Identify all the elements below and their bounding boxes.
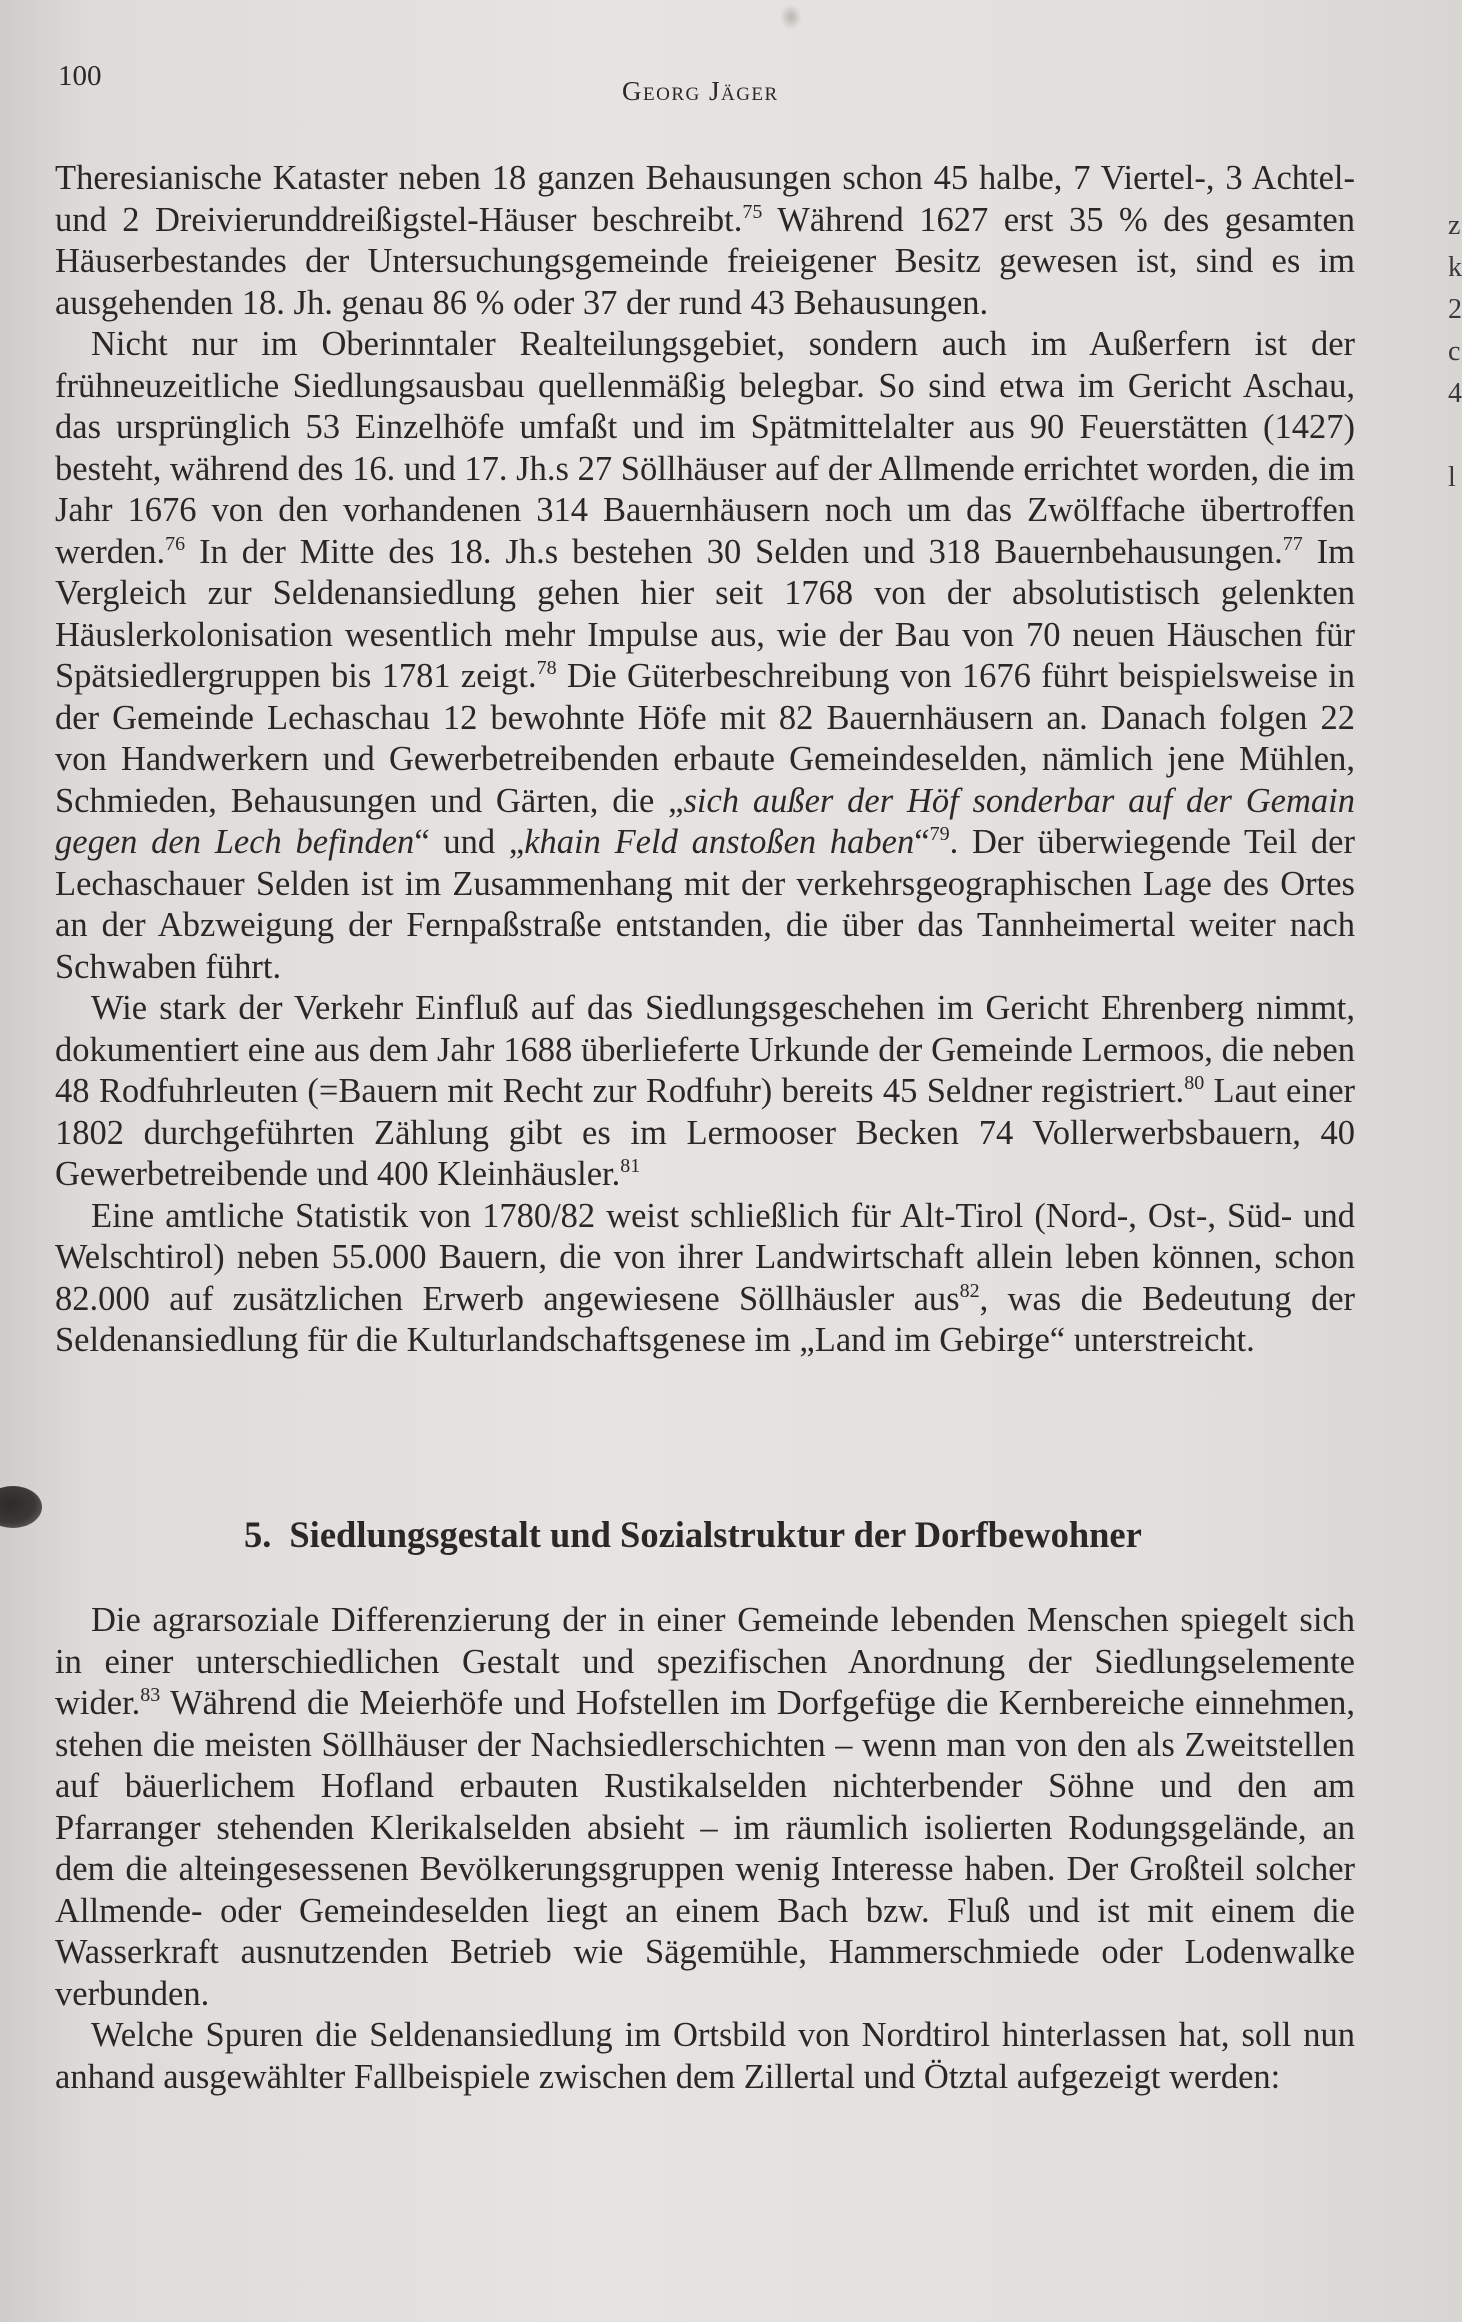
- margin-mark: [1448, 420, 1462, 462]
- footnote-ref: 83: [140, 1684, 161, 1706]
- margin-mark: 4: [1448, 378, 1462, 409]
- paragraph: Nicht nur im Oberinntaler Realteilungsgebiet, sondern auch im Außerfern ist der frühneuzeitliche Siedlungsausbau quellenmäßig belegbar. So sind etwa im Gericht Aschau, das ursprünglich 53 Einzelhöfe umfaßt und im Spätmittelalter aus 90 Feuerstätten (1427) besteht, während des 16. und 17. Jh.s 27 Söllhäuser auf der Allmende errichtet worden, die im Jahr 1676 von den vorhandenen 314 Bauernhäusern noch um das Zwölffache übertroffen werden.$^{76}$ In der Mitte des 18. Jh.s bestehen 30 Selden und 318 Bauernbehausungen.$^{77}$ Im Vergleich zur Seldenansiedlung gehen hier seit 1768 von der absolutistisch gelenkten Häuslerkolonisation wesentlich mehr Impulse aus, wie der Bau von 70 neuen Häuschen für Spätsiedlergruppen bis 1781 zeigt.$^{78}$ Die Güterbeschreibung von 1676 führt beispielsweise in der Gemeinde Lechaschau 12 bewohnte Höfe mit 82 Bauernhäusern an. Danach folgen 22 von Handwerkern und Gewerbetreibenden erbaute Gemeindeselden, nämlich jene Mühlen, Schmieden, Behausungen und Gärten, die „sich außer der Höf sonderbar auf der Gemain gegen den Lech befinden“ und „khain Feld anstoßen haben“$^{79}$. Der überwiegende Teil der Lechaschauer Selden ist im Zusammenhang mit der verkehrsgeographischen Lage des Ortes an der Abzweigung der Fernpaßstraße entstanden, die über das Tannheimertal weiter nach Schwaben führt.: [55, 325, 1355, 986]
- running-head: Georg Jäger: [622, 76, 779, 106]
- footnote-ref: 81: [620, 1155, 641, 1177]
- paragraph: Welche Spuren die Seldenansiedlung im Ortsbild von Nordtirol hinterlassen hat, soll nun anhand ausgewählter Fallbeispiele zwischen dem Zillertal und Ötztal aufgezeigt werden:: [55, 2016, 1355, 2096]
- paragraph: Eine amtliche Statistik von 1780/82 weist schließlich für Alt-Tirol (Nord-, Ost-, Süd- und Welschtirol) neben 55.000 Bauern, die von ihrer Landwirtschaft allein leben können, schon 82.000 auf zusätzlichen Erwerb angewiesene Söllhäusler aus$^{82}$, was die Bedeutung der Seldenansiedlung für die Kulturlandschaftsgenese im „Land im Gebirge“ unterstreicht.: [55, 1196, 1355, 1359]
- paragraph: Wie stark der Verkehr Einfluß auf das Siedlungsgeschehen im Gericht Ehrenberg nimmt, dokumentiert eine aus dem Jahr 1688 überlieferte Urkunde der Gemeinde Lermoos, die neben 48 Rodfuhrleuten (=Bauern mit Recht zur Rodfuhr) bereits 45 Seldner registriert.$^{80}$ Laut einer 1802 durchgeführten Zählung gibt es im Lermooser Becken 74 Vollerwerbsbauern, 40 Gewerbetreibende und 400 Kleinhäusler.$^{81}$: [55, 989, 1356, 1193]
- footnote-ref: 75: [742, 200, 763, 223]
- footnote-ref: 80: [1184, 1072, 1205, 1094]
- footnote-ref: 78: [536, 657, 557, 679]
- footnote-ref: 79: [929, 823, 950, 845]
- quotation: sich außer der Höf sonderbar auf der Gemain gegen den Lech befinden: [55, 781, 1355, 861]
- margin-mark: k: [1448, 252, 1462, 283]
- body-text-upper: [55, 158, 1355, 1362]
- paper-speck: [780, 4, 802, 30]
- margin-mark: 2: [1448, 294, 1462, 325]
- paragraph: Die agrarsoziale Differenzierung der in einer Gemeinde lebenden Menschen spiegelt sich in einer unterschiedlichen Gestalt und spezifischen Anordnung der Siedlungselemente wider.$^{83}$ Während die Meierhöfe und Hofstellen im Dorfgefüge die Kernbereiche einnehmen, stehen die meisten Söllhäuser der Nachsiedlerschichten – wenn man von den als Zweitstellen auf bäuerlichem Hofland erbauten Rustikalselden nichterbender Söhne und den am Pfarranger stehenden Klerikalselden absieht – im räumlich isolierten Rodungsgelände, an dem die alteingesessenen Bevölkerungsgruppen wenig Interesse haben. Der Großteil solcher Allmende- oder Gemeindeselden liegt an einem Bach bzw. Fluß und ist mit einem die Wasserkraft ausnutzenden Betrieb wie Sägemühle, Hammerschmiede oder Lodenwalke verbunden.: [55, 1601, 1355, 2013]
- body-text-lower: [55, 1600, 1355, 2098]
- margin-mark: z: [1448, 210, 1461, 241]
- adjacent-page-edge: [1448, 210, 1462, 504]
- margin-mark: l: [1448, 462, 1456, 493]
- footnote-ref: 76: [165, 532, 186, 555]
- section-number: 5.: [244, 1514, 272, 1555]
- section-heading: [244, 1513, 1294, 1556]
- section-title: Siedlungsgestalt und Sozialstruktur der Dorfbewohner: [289, 1514, 1142, 1555]
- footnote-ref: 77: [1282, 532, 1303, 555]
- quotation: khain Feld anstoßen haben: [524, 823, 915, 861]
- footnote-ref: 82: [959, 1279, 980, 1302]
- punch-hole: [0, 1486, 42, 1528]
- margin-mark: c: [1448, 336, 1461, 367]
- page-number: 100: [58, 60, 102, 92]
- paragraph: Theresianische Kataster neben 18 ganzen Behausungen schon 45 halbe, 7 Viertel-, 3 Achtel- und 2 Dreivierunddreißigstel-Häuser beschreibt.$^{75}$ Während 1627 erst 35 % des gesamten Häuserbestandes der Untersuchungsgemeinde freieigener Besitz gewesen ist, sind es im ausgehenden 18. Jh. genau 86 % oder 37 der rund 43 Behausungen.: [55, 159, 1355, 322]
